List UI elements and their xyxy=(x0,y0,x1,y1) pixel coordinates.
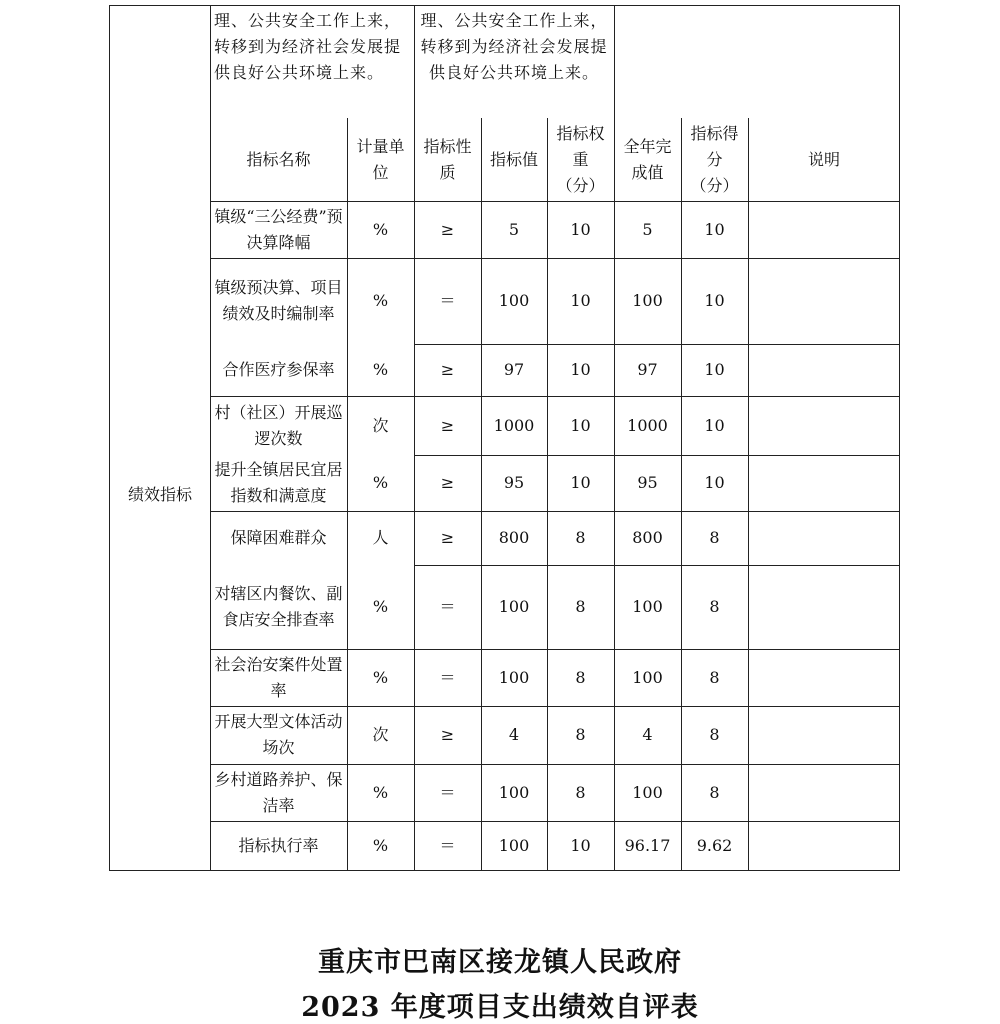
unit-cell: % xyxy=(372,219,389,239)
unit-cell: % xyxy=(372,667,389,687)
unit-cell: % xyxy=(372,360,389,379)
unit-cell: 次 xyxy=(372,415,389,435)
nature-cell: ≥ xyxy=(440,528,455,547)
indicator-name-cell: 镇级“三公经费”预决算降幅 xyxy=(214,206,343,252)
score-cell: 8 xyxy=(709,528,720,547)
note-cell xyxy=(748,706,900,764)
document-title-line1: 重庆市巴南区接龙镇人民政府 xyxy=(318,947,682,978)
unit-cell: 次 xyxy=(372,725,389,744)
weight-cell: 8 xyxy=(575,667,586,687)
actual-value-cell: 1000 xyxy=(627,415,668,435)
unit-cell: 人 xyxy=(372,528,389,547)
score-cell: 10 xyxy=(704,473,725,492)
actual-value-cell: 100 xyxy=(632,782,663,802)
unit-cell: % xyxy=(372,597,389,616)
target-value-cell: 100 xyxy=(498,667,530,687)
header-nature: 指标性质 xyxy=(423,136,472,182)
indicator-name-cell: 指标执行率 xyxy=(238,836,319,855)
note-cell xyxy=(748,649,900,706)
actual-value-cell: 95 xyxy=(637,473,658,492)
note-cell xyxy=(748,258,900,344)
actual-value-cell: 96.17 xyxy=(624,836,671,855)
nature-cell: ≥ xyxy=(440,219,455,239)
indicator-name-cell: 对辖区内餐饮、副食店安全排查率 xyxy=(214,584,343,629)
weight-cell: 10 xyxy=(570,219,591,239)
nature-cell: ≥ xyxy=(440,360,455,379)
unit-cell: % xyxy=(372,291,389,310)
weight-cell: 10 xyxy=(570,360,591,379)
target-value-cell: 4 xyxy=(508,725,520,744)
weight-cell: 10 xyxy=(570,415,591,435)
score-cell: 8 xyxy=(709,597,720,616)
score-cell: 8 xyxy=(709,782,720,802)
nature-cell: ≥ xyxy=(440,415,455,435)
target-value-cell: 5 xyxy=(508,219,520,239)
header-actual-value: 全年完成值 xyxy=(623,136,672,182)
target-value-cell: 100 xyxy=(498,291,530,310)
actual-value-cell: 100 xyxy=(632,291,663,310)
score-cell: 9.62 xyxy=(696,836,733,855)
unit-cell: % xyxy=(372,473,389,492)
actual-value-cell: 97 xyxy=(637,360,658,379)
header-note: 说明 xyxy=(807,149,840,169)
document-title-line2: 2023 年度项目支出绩效自评表 xyxy=(301,992,699,1023)
nature-cell: ＝ xyxy=(439,291,456,310)
header-indicator-name: 指标名称 xyxy=(246,149,311,169)
indicator-name-cell: 镇级预决算、项目绩效及时编制率 xyxy=(214,278,343,323)
indicator-name-cell: 社会治安案件处置率 xyxy=(214,654,343,700)
note-cell xyxy=(748,201,900,258)
section-label: 绩效指标 xyxy=(127,484,192,504)
note-cell xyxy=(748,511,900,565)
target-value-cell: 95 xyxy=(503,473,525,492)
weight-cell: 8 xyxy=(575,528,586,547)
nature-cell: ＝ xyxy=(439,836,456,855)
nature-cell: ≥ xyxy=(440,473,455,492)
nature-cell: ≥ xyxy=(440,725,455,744)
indicator-name-cell: 乡村道路养护、保洁率 xyxy=(214,769,343,815)
weight-cell: 8 xyxy=(575,782,586,802)
target-value-cell: 100 xyxy=(498,836,530,855)
target-value-cell: 1000 xyxy=(493,415,535,435)
actual-value-cell: 800 xyxy=(632,528,663,547)
weight-cell: 10 xyxy=(570,291,591,310)
score-cell: 10 xyxy=(704,291,725,310)
unit-cell: % xyxy=(372,782,389,802)
score-cell: 10 xyxy=(704,415,725,435)
indicator-name-cell: 合作医疗参保率 xyxy=(222,360,335,379)
goal-text-a: 理、公共安全工作上来，转移到为经济社会发展提供良好公共环境上来。 xyxy=(214,11,402,82)
note-cell xyxy=(748,396,900,455)
unit-cell: % xyxy=(372,836,389,855)
header-weight: 指标权重（分） xyxy=(556,123,605,195)
target-value-cell: 100 xyxy=(498,782,530,802)
nature-cell: ＝ xyxy=(439,782,456,802)
actual-value-cell: 100 xyxy=(632,667,663,687)
score-cell: 10 xyxy=(704,219,725,239)
target-value-cell: 800 xyxy=(498,528,530,547)
indicator-name-cell: 保障困难群众 xyxy=(230,528,327,547)
note-cell xyxy=(748,764,900,821)
goal-text-b: 理、公共安全工作上来，转移到为经济社会发展提供良好公共环境上来。 xyxy=(420,11,608,82)
header-target-value: 指标值 xyxy=(489,149,538,169)
target-value-cell: 97 xyxy=(503,360,525,379)
score-cell: 10 xyxy=(704,360,725,379)
score-cell: 8 xyxy=(709,667,720,687)
note-cell xyxy=(748,344,900,396)
note-cell xyxy=(748,565,900,649)
indicator-name-cell: 村（社区）开展巡逻次数 xyxy=(214,402,343,448)
note-cell xyxy=(748,821,900,871)
indicator-name-cell: 提升全镇居民宜居指数和满意度 xyxy=(214,460,343,505)
actual-value-cell: 4 xyxy=(642,725,653,744)
weight-cell: 10 xyxy=(570,473,591,492)
score-cell: 8 xyxy=(709,725,720,744)
weight-cell: 8 xyxy=(575,597,586,616)
nature-cell: ＝ xyxy=(439,597,456,616)
nature-cell: ＝ xyxy=(439,667,456,687)
indicator-name-cell: 开展大型文体活动场次 xyxy=(214,712,343,757)
actual-value-cell: 100 xyxy=(632,597,663,616)
header-unit: 计量单位 xyxy=(356,136,405,182)
weight-cell: 10 xyxy=(570,836,591,855)
header-score: 指标得分（分） xyxy=(690,123,739,195)
target-value-cell: 100 xyxy=(498,597,530,616)
weight-cell: 8 xyxy=(575,725,586,744)
actual-value-cell: 5 xyxy=(642,219,653,239)
note-cell xyxy=(748,455,900,511)
